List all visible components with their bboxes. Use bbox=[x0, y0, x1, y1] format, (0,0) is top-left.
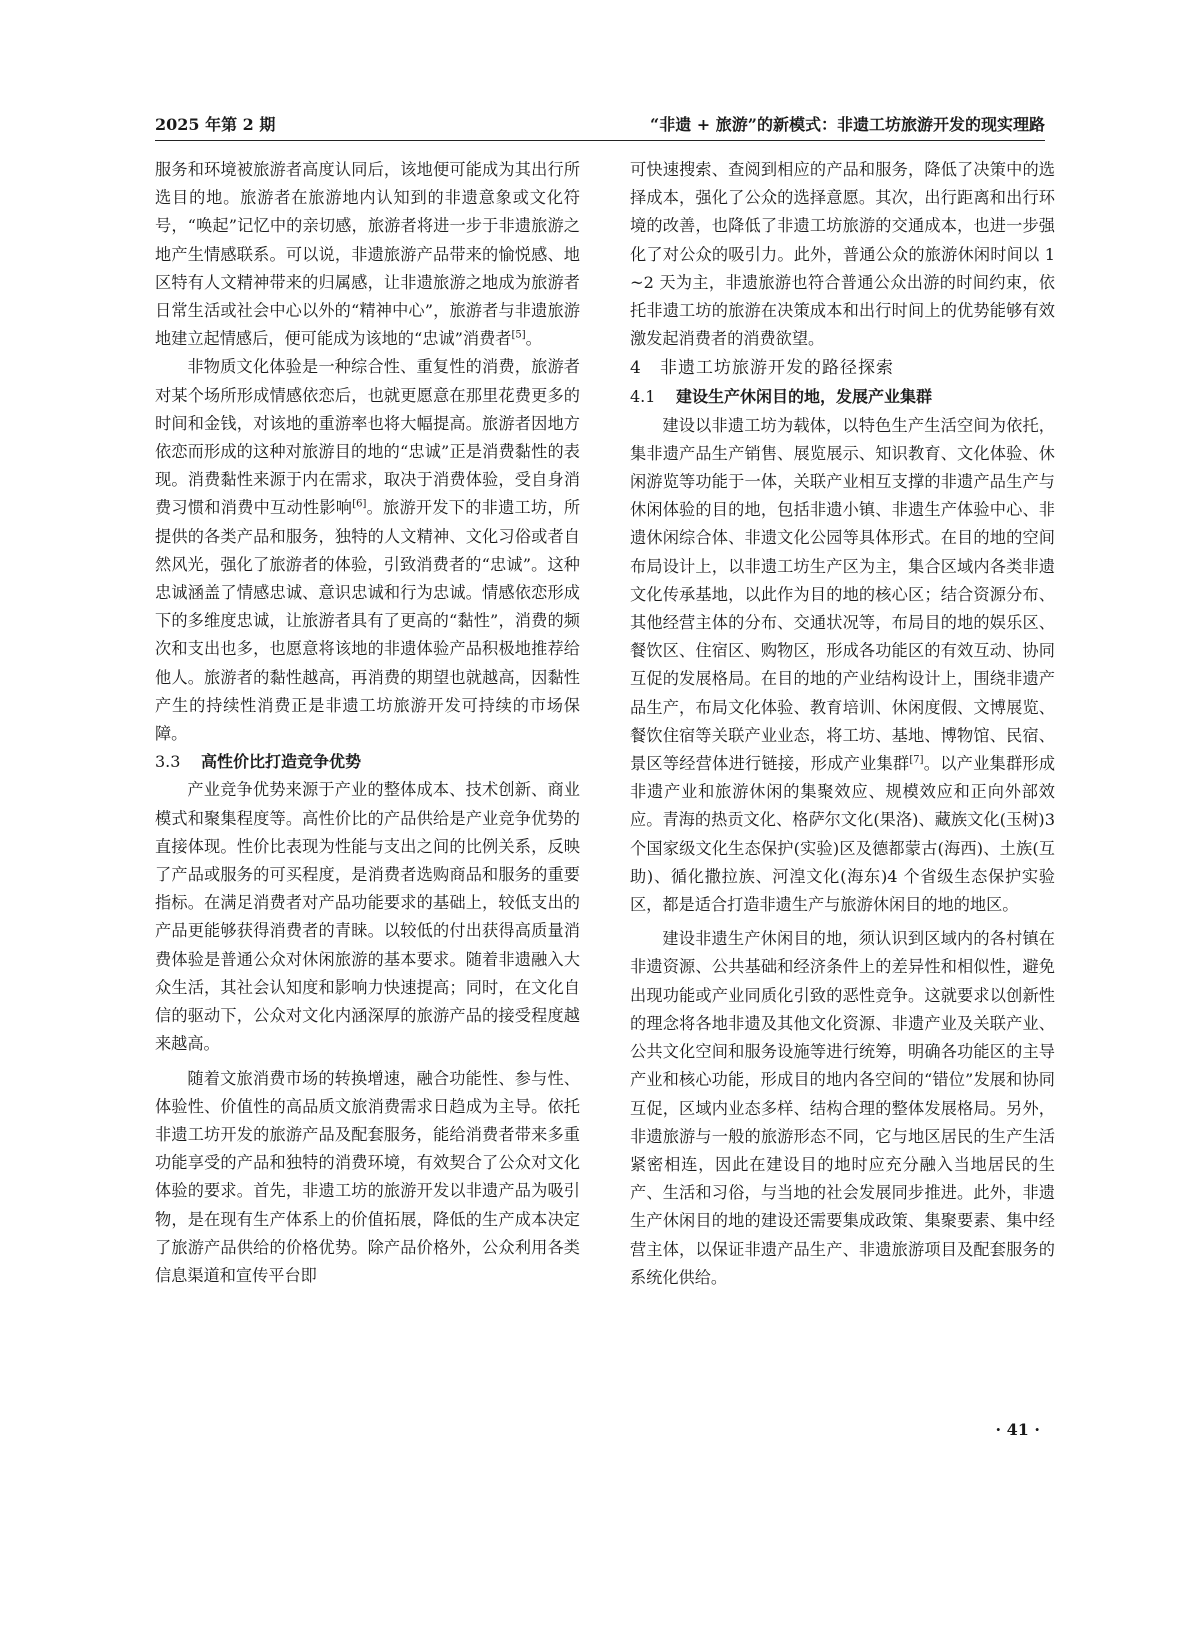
paragraph: 建设非遗生产休闲目的地，须认识到区域内的各村镇在非遗资源、公共基础和经济条件上的差异性和相似性，避免出现功能或产业同质化引致的恶性竞争。这就要求以创新性的理念将各地非遗及其他文化资源、非遗产业及关联产业、公共文化空间和服务设施等进行统筹，明确各功能区的主导产业和核心功能，形成目的地内各空间的“错位”发展和协同互促，区域内业态多样、结构合理的整体发展格局。另外，非遗旅游与一般的旅游形态不同，它与地区居民的生产生活紧密相连，因此在建设目的地时应充分融入当地居民的生产、生活和习俗，与当地的社会发展同步推进。此外，非遗生产休闲目的地的建设还需要集成政策、集聚要素、集中经营主体，以保证非遗产品生产、非遗旅游项目及配套服务的系统化供给。 bbox=[630, 929, 1055, 1287]
paragraph-text: 建设以非遗工坊为载体，以特色生产生活空间为依托，集非遗产品生产销售、展览展示、知识教育、文化体验、休闲游览等功能于一体，关联产业相互支撑的非遗产品生产与休闲体验的目的地，包括非遗小镇、非遗生产体验中心、非遗休闲综合体、非遗文化公园等具体形式。在目的地的空间布局设计上，以非遗工坊生产区为主，集合区域内各类非遗文化传承基地，以此作为目的地的核心区；结合资源分布、其他经营主体的分布、交通状况等，布局目的地的娱乐区、餐饮区、住宿区、购物区，形成各功能区的有效互动、协同互促的发展格局。在目的地的产业结构设计上，围绕非遗产品生产，布局文化体验、教育培训、休闲度假、文博展览、餐饮住宿等关联产业业态，将工坊、基地、博物馆、民宿、景区等经营体进行链接，形成产业集群 bbox=[630, 415, 1055, 774]
citation: [5] bbox=[511, 329, 526, 341]
paragraph bbox=[155, 353, 580, 748]
paragraph-text: 非物质文化体验是一种综合性、重复性的消费，旅游者对某个场所形成情感依恋后，也就更愿意在那里花费更多的时间和金钱，对该地的重游率也将大幅提高。旅游者因地方依恋而形成的这种对旅游目的地的“忠诚”正是消费黏性的表现。消费黏性来源于内在需求，取决于消费体验，受自身消费习惯和消费中互动性影响 bbox=[155, 357, 580, 518]
right-column bbox=[630, 156, 1055, 1292]
paragraph: 可快速搜索、查阅到相应的产品和服务，降低了决策中的选择成本，强化了公众的选择意愿。其次，出行距离和出行环境的改善，也降低了非遗工坊旅游的交通成本，也进一步强化了对公众的吸引力。此外，普通公众的旅游休闲时间以 1 ~2 天为主，非遗旅游也符合普通公众出游的时间约束，依托非遗工坊的旅游在决策成本和出行时间上的优势能够有效激发起消费者的消费欲望。 bbox=[630, 160, 1055, 349]
left-column bbox=[155, 156, 580, 1290]
page-number: · 41 · bbox=[995, 1420, 1040, 1439]
journal-issue: 2025 年第 2 期 bbox=[155, 115, 276, 134]
citation: [7] bbox=[909, 754, 924, 766]
section-heading-3-3 bbox=[155, 748, 580, 776]
citation: [6] bbox=[352, 499, 367, 511]
section-number: 4.1 bbox=[630, 387, 656, 407]
running-title: “非遗 + 旅游”的新模式：非遗工坊旅游开发的现实理路 bbox=[650, 115, 1045, 134]
paragraph-text: 。 bbox=[525, 329, 542, 349]
header-rule bbox=[155, 140, 1045, 141]
paragraph: 产业竞争优势来源于产业的整体成本、技术创新、商业模式和聚集程度等。高性价比的产品供给是产业竞争优势的直接体现。性价比表现为性能与支出之间的比例关系，反映了产品或服务的可买程度，是消费者选购商品和服务的重要指标。在满足消费者对产品功能要求的基础上，较低支出的产品更能够获得消费者的青睐。以较低的付出获得高质量消费体验是普通公众对休闲旅游的基本要求。随着非遗融入大众生活，其社会认知度和影响力快速提高；同时，在文化自信的驱动下，公众对文化内涵深厚的旅游产品的接受程度越来越高。 bbox=[155, 780, 580, 1054]
paragraph-text: 服务和环境被旅游者高度认同后，该地便可能成为其出行所选目的地。旅游者在旅游地内认知到的非遗意象或文化符号，“唤起”记忆中的亲切感，旅游者将进一步于非遗旅游之地产生情感联系。可以说，非遗旅游产品带来的愉悦感、地区特有人文精神带来的归属感，让非遗旅游之地成为旅游者日常生活或社会中心以外的“精神中心”，旅游者与非遗旅游地建立起情感后，便可能成为该地的“忠诚”消费者 bbox=[155, 160, 580, 349]
section-title: 非遗工坊旅游开发的路径探索 bbox=[660, 358, 894, 379]
paragraph-text: 。旅游开发下的非遗工坊，所提供的各类产品和服务，独特的人文精神、文化习俗或者自然风光，强化了旅游者的体验，引致消费者的“忠诚”。这种忠诚涵盖了情感忠诚、意识忠诚和行为忠诚。情感依恋形成下的多维度忠诚，让旅游者具有了更高的“黏性”，消费的频次和支出也多，也愿意将该地的非遗体验产品积极地推荐给他人。旅游者的黏性越高，再消费的期望也就越高，因黏性产生的持续性消费正是非遗工坊旅游开发可持续的市场保障。 bbox=[155, 498, 581, 744]
section-number: 4 bbox=[630, 358, 642, 379]
section-title: 高性价比打造竞争优势 bbox=[201, 752, 362, 772]
paragraph bbox=[630, 412, 1055, 920]
paragraph-text: 。以产业集群形成非遗产业和旅游休闲的集聚效应、规模效应和正向外部效应。青海的热贡文化、格萨尔文化(果洛)、藏族文化(玉树)3 个国家级文化生态保护(实验)区及德都蒙古(海西)、土族(互助)、循化撒拉族、河湟文化(海东)4 个省级生态保护实验区，都是适合打造非遗生产与旅游休闲目的地的地区。 bbox=[630, 754, 1056, 915]
running-header bbox=[155, 112, 1045, 138]
paragraph: 随着文旅消费市场的转换增速，融合功能性、参与性、体验性、价值性的高品质文旅消费需求日趋成为主导。依托非遗工坊开发的旅游产品及配套服务，能给消费者带来多重功能享受的产品和独特的消费环境，有效契合了公众对文化体验的要求。首先，非遗工坊的旅游开发以非遗产品为吸引物，是在现有生产体系上的价值拓展，降低的生产成本决定了旅游产品供给的价格优势。除产品价格外，公众利用各类信息渠道和宣传平台即 bbox=[155, 1068, 580, 1285]
section-title: 建设生产休闲目的地，发展产业集群 bbox=[676, 387, 933, 407]
paragraph bbox=[155, 156, 580, 353]
section-heading-4 bbox=[630, 353, 1055, 383]
section-heading-4-1 bbox=[630, 383, 1055, 411]
section-number: 3.3 bbox=[155, 752, 181, 772]
